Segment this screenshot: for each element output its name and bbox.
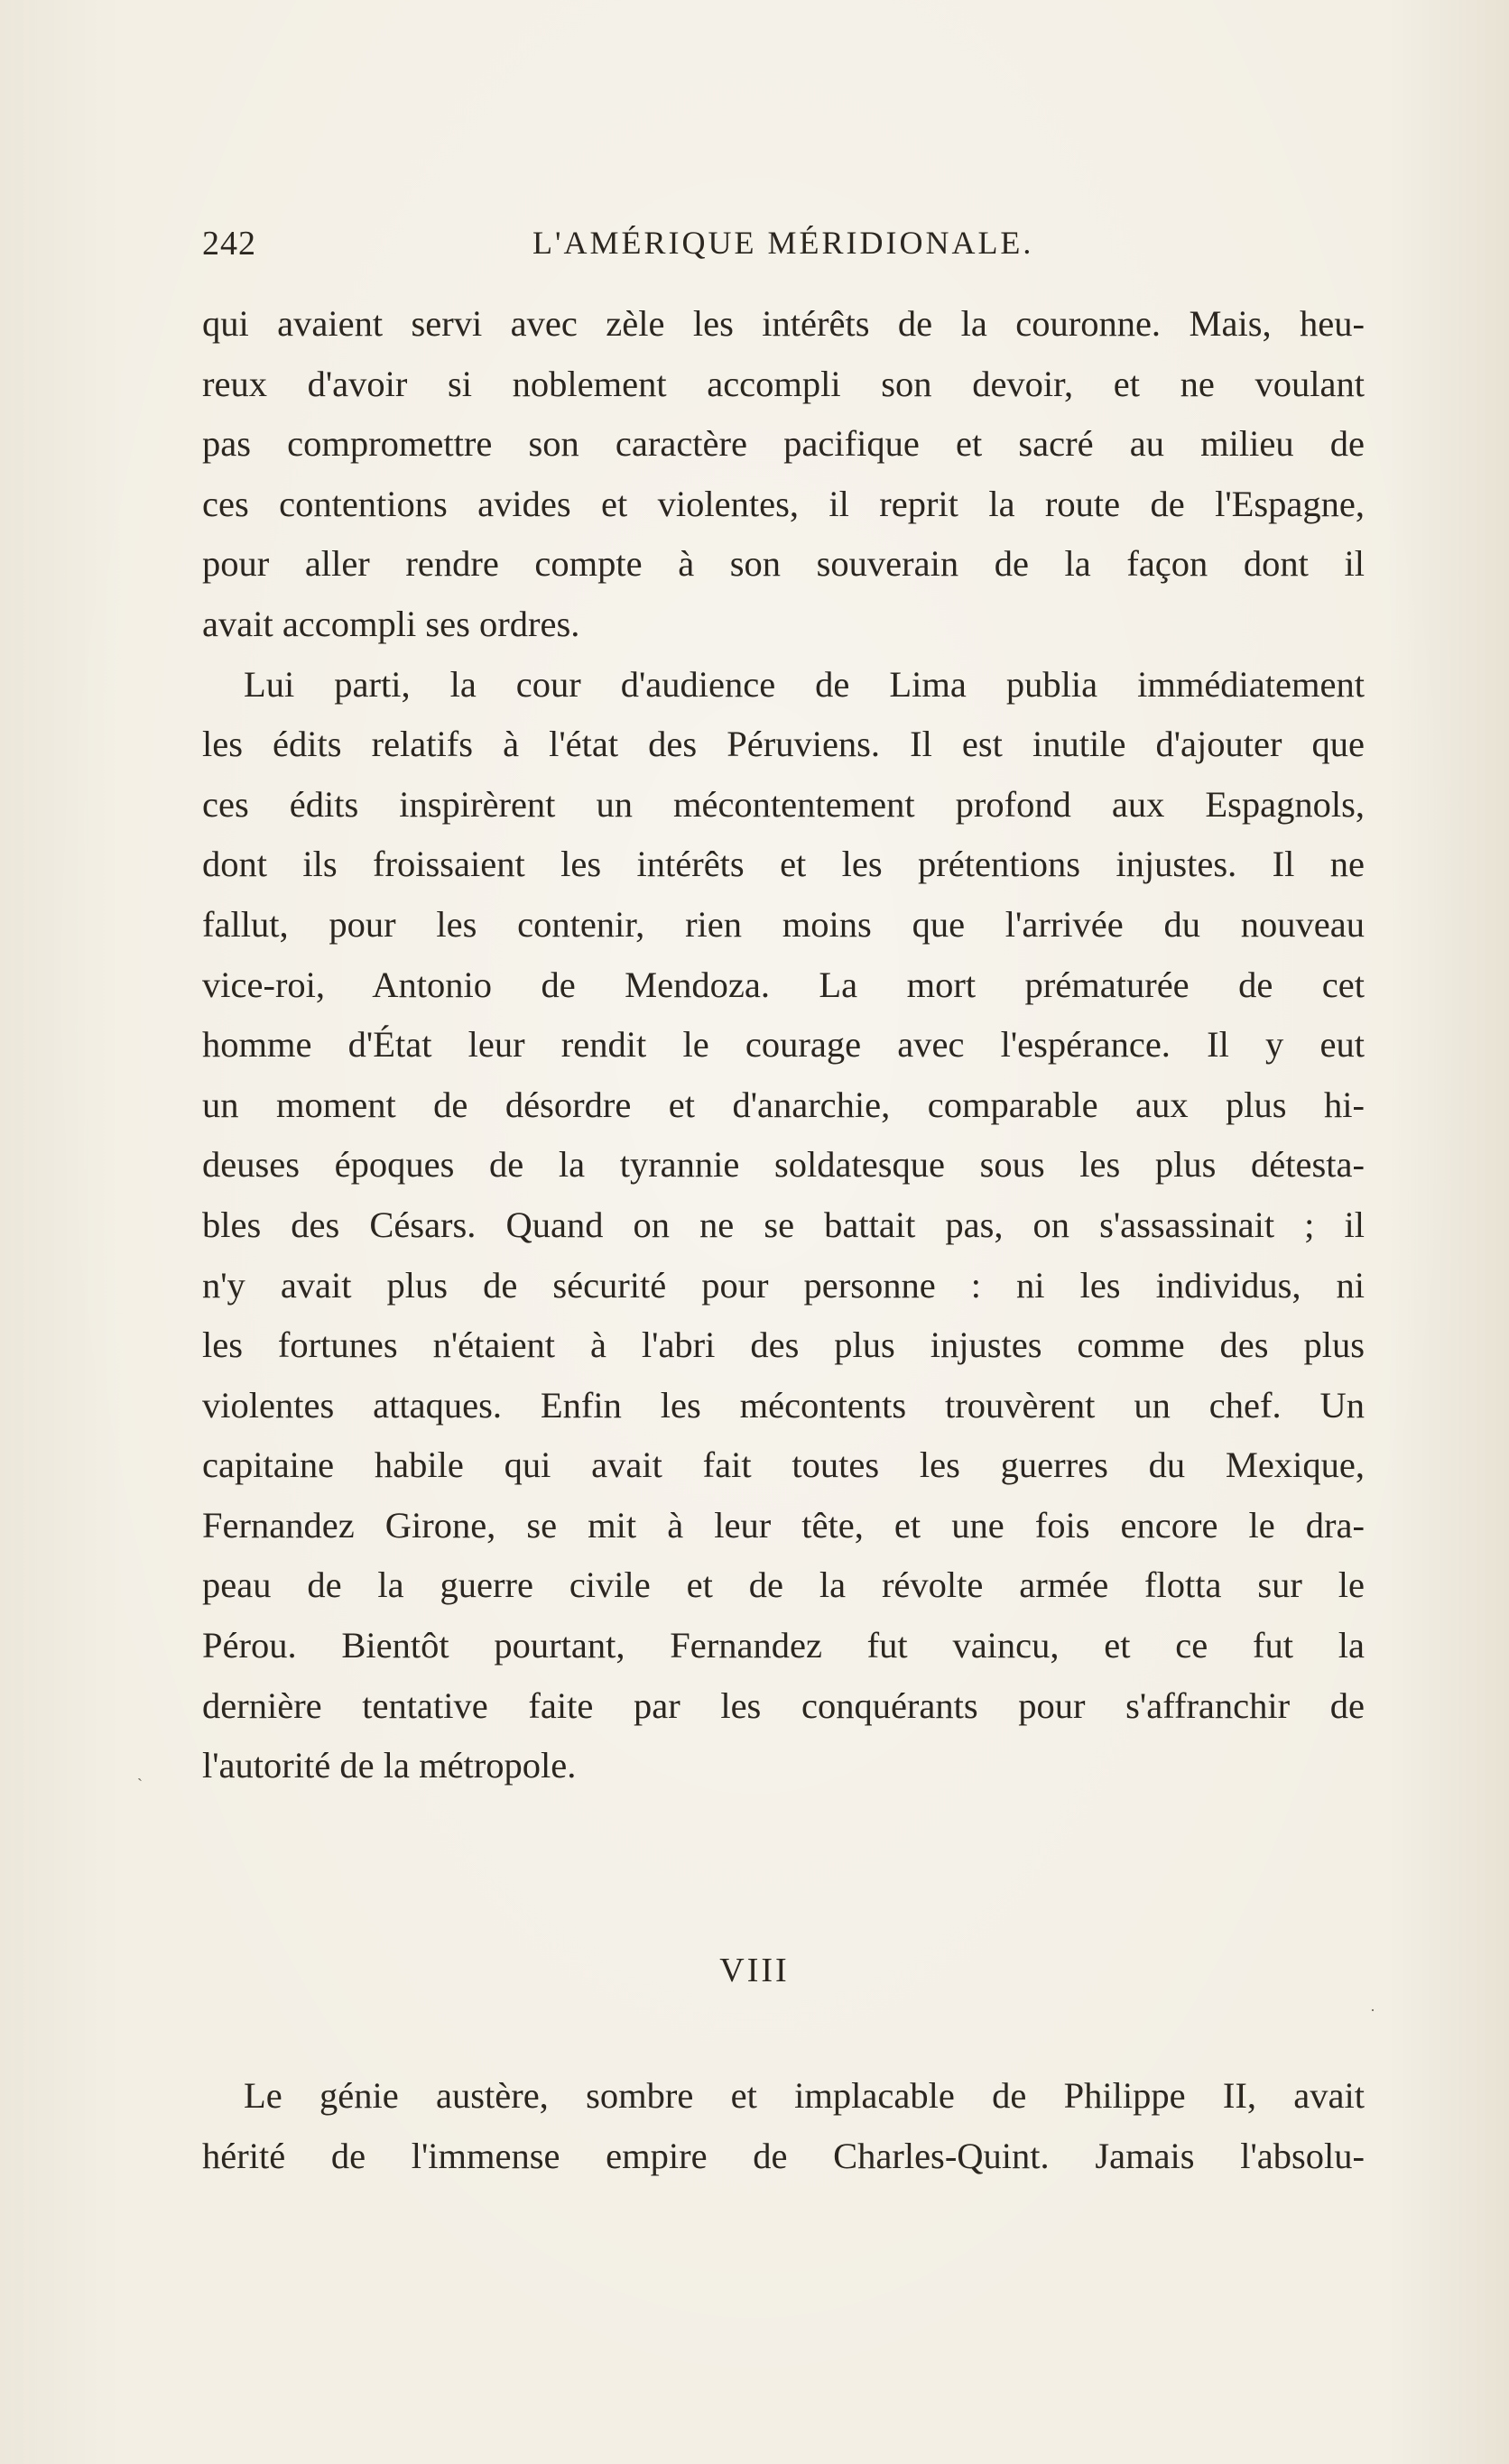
body-text: [202, 294, 1365, 1796]
text-line: fallut, pour les contenir, rien moins que l'arrivée du nouveau: [202, 903, 1365, 945]
text-line: reux d'avoir si noblement accompli son devoir, et ne voulant: [202, 363, 1365, 404]
text-line: qui avaient servi avec zèle les intérêts de la couronne. Mais, heu-: [202, 303, 1365, 344]
text-line: peau de la guerre civile et de la révolte armée flotta sur le: [202, 1564, 1365, 1606]
text-line: Pérou. Bientôt pourtant, Fernandez fut vaincu, et ce fut la: [202, 1625, 1365, 1666]
text-line: avait accompli ses ordres.: [202, 603, 580, 644]
text-line: bles des Césars. Quand on ne se battait pas, on s'assassinait ; il: [202, 1204, 1365, 1245]
text-line: ces contentions avides et violentes, il reprit la route de l'Espagne,: [202, 483, 1365, 524]
text-line: l'autorité de la métropole.: [202, 1745, 577, 1786]
page-number: 242: [202, 225, 256, 263]
text-line: pour aller rendre compte à son souverain de la façon dont il: [202, 543, 1365, 585]
text-line: ces édits inspirèrent un mécontentement profond aux Espagnols,: [202, 783, 1365, 825]
text-line: dernière tentative faite par les conquérants pour s'affranchir de: [202, 1684, 1365, 1726]
text-line: Le génie austère, sombre et implacable de Philippe II, avait: [244, 2075, 1365, 2116]
page-header: [202, 224, 1365, 269]
text-line: n'y avait plus de sécurité pour personne : ni les individus, ni: [202, 1264, 1365, 1306]
text-line: les édits relatifs à l'état des Péruviens. Il est inutile d'ajouter que: [202, 724, 1365, 765]
text-line: hérité de l'immense empire de Charles-Quint. Jamais l'absolu-: [202, 2135, 1365, 2176]
text-line: violentes attaques. Enfin les mécontents trouvèrent un chef. Un: [202, 1384, 1365, 1426]
section-text: [202, 2066, 1365, 2186]
text-line: dont ils froissaient les intérêts et les prétentions injustes. Il ne: [202, 844, 1365, 885]
text-line: Fernandez Girone, se mit à leur tête, et une fois encore le dra-: [202, 1504, 1365, 1546]
text-line: les fortunes n'étaient à l'abri des plus injustes comme des plus: [202, 1324, 1365, 1366]
text-line: capitaine habile qui avait fait toutes les guerres du Mexique,: [202, 1444, 1365, 1486]
ink-speck: `: [137, 1776, 143, 1794]
ink-speck: ·: [1370, 2001, 1375, 2019]
text-line: homme d'État leur rendit le courage avec l'espérance. Il y eut: [202, 1024, 1365, 1066]
text-line: Lui parti, la cour d'audience de Lima publia immédiatement: [244, 663, 1365, 705]
text-line: pas compromettre son caractère pacifique et sacré au milieu de: [202, 423, 1365, 465]
text-line: un moment de désordre et d'anarchie, comparable aux plus hi-: [202, 1084, 1365, 1125]
text-line: vice-roi, Antonio de Mendoza. La mort prématurée de cet: [202, 964, 1365, 1005]
running-title: L'AMÉRIQUE MÉRIDIONALE.: [532, 225, 1034, 261]
text-line: deuses époques de la tyrannie soldatesque sous les plus détesta-: [202, 1144, 1365, 1186]
section-heading: VIII: [719, 1952, 790, 1989]
